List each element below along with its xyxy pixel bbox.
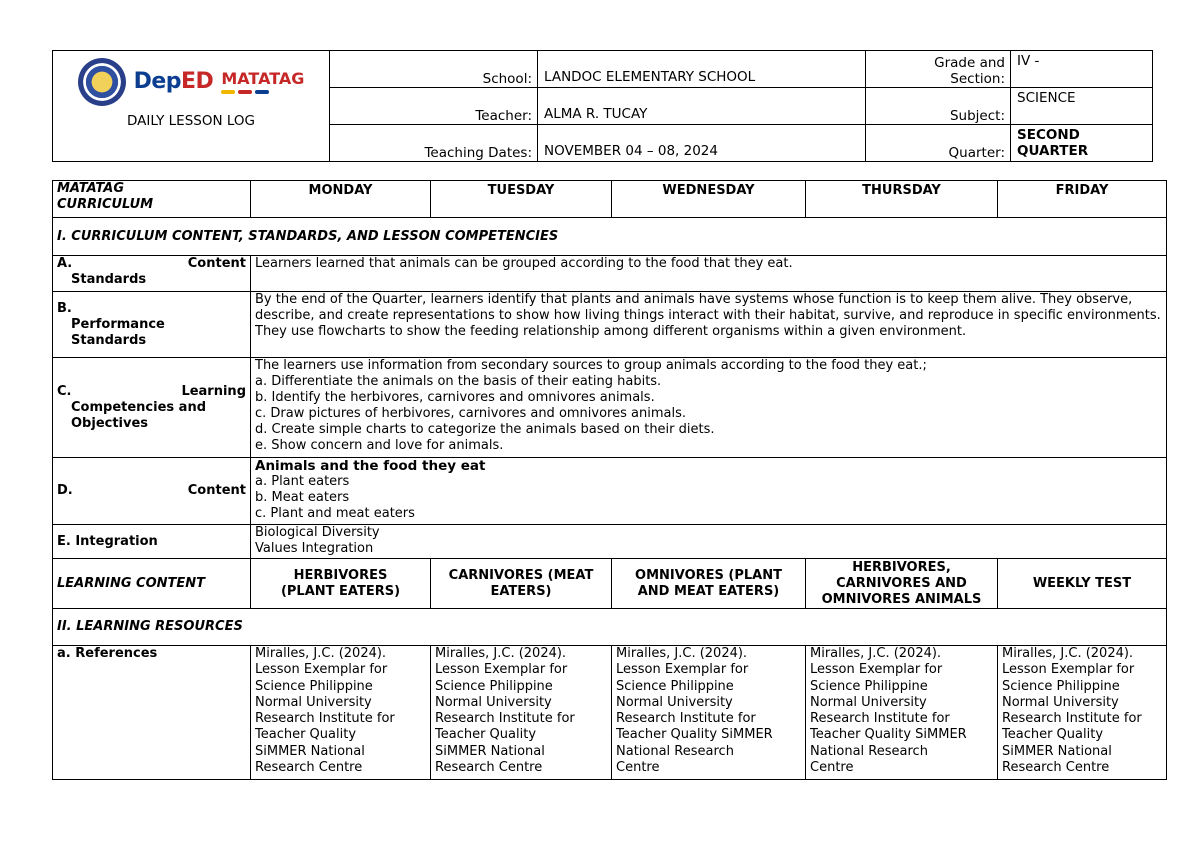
logo-row	[53, 57, 329, 107]
page-title: DAILY LESSON LOG	[127, 113, 255, 129]
teacher-value: ALMA R. TUCAY	[538, 88, 866, 125]
matatag-logo: MATATAG	[221, 70, 304, 94]
day-thursday: THURSDAY	[806, 181, 998, 218]
references-wednesday: Miralles, J.C. (2024). Lesson Exemplar for Science Philippine Normal University Research Institute for Teacher Quality SiMMER National Research Centre	[612, 646, 806, 780]
header-table	[52, 50, 1153, 162]
learning-content-tuesday: CARNIVORES (MEAT EATERS)	[431, 559, 612, 609]
learning-content-label: LEARNING CONTENT	[53, 559, 251, 609]
performance-standards-label: B. Performance Standards	[53, 292, 251, 358]
teaching-dates-label: Teaching Dates:	[330, 125, 538, 162]
content-standards-text: Learners learned that animals can be grouped according to the food that they eat.	[251, 256, 1167, 292]
school-label: School:	[330, 51, 538, 88]
grade-section-value: IV -	[1011, 51, 1153, 88]
subject-value: SCIENCE	[1011, 88, 1153, 125]
references-friday: Miralles, J.C. (2024). Lesson Exemplar for Science Philippine Normal University Research Institute for Teacher Quality SiMMER National Research Centre	[998, 646, 1167, 780]
learning-content-wednesday: OMNIVORES (PLANT AND MEAT EATERS)	[612, 559, 806, 609]
references-thursday: Miralles, J.C. (2024). Lesson Exemplar for Science Philippine Normal University Research Institute for Teacher Quality SiMMER National Research Centre	[806, 646, 998, 780]
quarter-label: Quarter:	[866, 125, 1011, 162]
curriculum-corner: MATATAG CURRICULUM	[53, 181, 251, 218]
integration-text: Biological Diversity Values Integration	[251, 525, 1167, 559]
references-tuesday: Miralles, J.C. (2024). Lesson Exemplar for Science Philippine Normal University Research Institute for Teacher Quality SiMMER National Research Centre	[431, 646, 612, 780]
content-standards-label: A. Content Standards	[53, 256, 251, 292]
performance-standards-text: By the end of the Quarter, learners identify that plants and animals have systems whose function is to keep them alive. They observe, describe, and create representations to show how living things interact with their habitat, survive, and reproduce in specific environments. They use flowcharts to show the feeding relationship among different organisms within a given environment.	[251, 292, 1167, 358]
learning-content-monday: HERBIVORES (PLANT EATERS)	[251, 559, 431, 609]
day-friday: FRIDAY	[998, 181, 1167, 218]
content-label: D. Content	[53, 458, 251, 525]
day-header-row	[53, 181, 1167, 218]
teacher-label: Teacher:	[330, 88, 538, 125]
learning-competencies-label: C. Learning Competencies and Objectives	[53, 358, 251, 458]
section-heading-resources: II. LEARNING RESOURCES	[53, 609, 1167, 646]
day-monday: MONDAY	[251, 181, 431, 218]
deped-seal-icon	[78, 58, 126, 106]
references-monday: Miralles, J.C. (2024). Lesson Exemplar for Science Philippine Normal University Research Institute for Teacher Quality SiMMER National Research Centre	[251, 646, 431, 780]
content-text: Animals and the food they eat a. Plant eaters b. Meat eaters c. Plant and meat eaters	[251, 458, 1167, 525]
learning-content-thursday: HERBIVORES, CARNIVORES AND OMNIVORES ANIMALS	[806, 559, 998, 609]
references-label: a. References	[53, 646, 251, 780]
section-heading-curriculum: I. CURRICULUM CONTENT, STANDARDS, AND LESSON COMPETENCIES	[53, 218, 1167, 256]
lesson-log-table	[52, 180, 1167, 780]
logo-cell	[53, 51, 330, 162]
quarter-value: SECOND QUARTER	[1011, 125, 1153, 162]
learning-content-friday: WEEKLY TEST	[998, 559, 1167, 609]
day-tuesday: TUESDAY	[431, 181, 612, 218]
deped-logo: DepED	[133, 69, 214, 94]
school-value: LANDOC ELEMENTARY SCHOOL	[538, 51, 866, 88]
day-wednesday: WEDNESDAY	[612, 181, 806, 218]
integration-label: E. Integration	[53, 525, 251, 559]
learning-competencies-text: The learners use information from secondary sources to group animals according to the food they eat.; a. Differentiate the animals on the basis of their eating habits. b. Identify the herbivores, carnivores and omnivores animals. c. Draw pictures of herbivores, carnivores and omnivores animals. d. Create simple charts to categorize the animals based on their diets. e. Show concern and love for animals.	[251, 358, 1167, 458]
subject-label: Subject:	[866, 88, 1011, 125]
teaching-dates-value: NOVEMBER 04 – 08, 2024	[538, 125, 866, 162]
grade-section-label: Grade and Section:	[866, 51, 1011, 88]
